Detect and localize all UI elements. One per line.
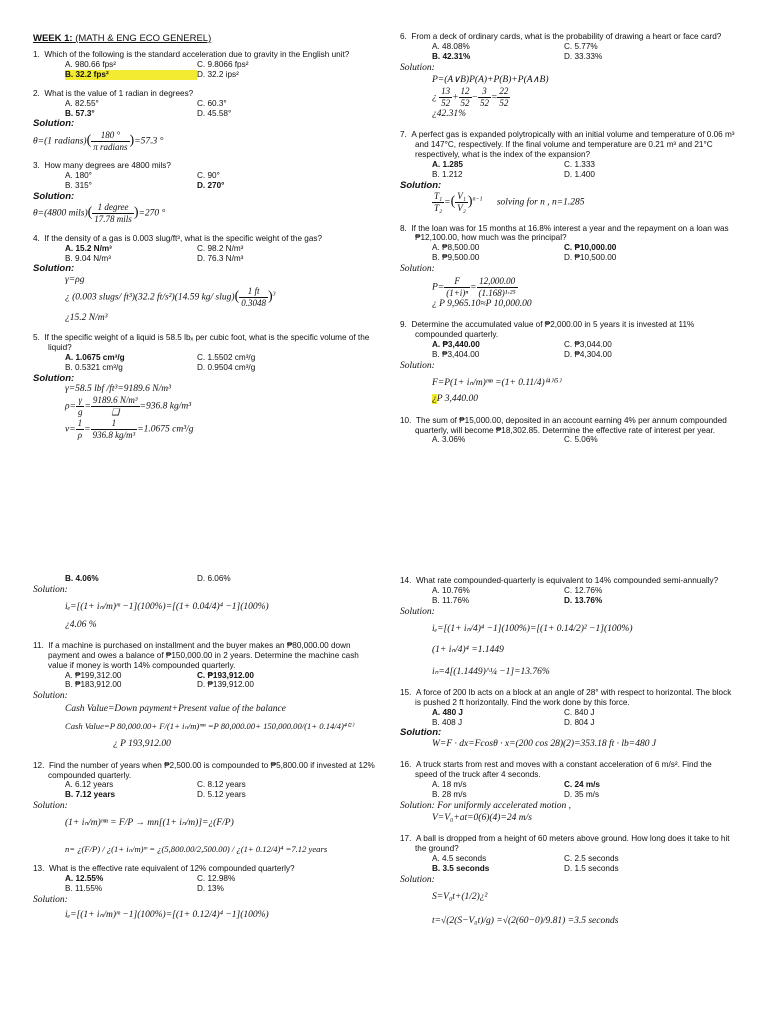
solution-label: Solution: bbox=[33, 801, 68, 812]
question-text: A ball is dropped from a height of 60 meters above ground. How long does it take to hit the ground? bbox=[415, 834, 730, 854]
solution-label: Solution: bbox=[400, 606, 435, 617]
solution-equation: v= $\frac{1}{\rho}$ = $\frac{1}{\text{936.8 kg/m³}}$ =1.0675 cm³/g bbox=[65, 418, 194, 440]
right-column-bottom bbox=[400, 576, 735, 927]
solution-equation: (1+ iₙ/4)⁴ =1.1449 bbox=[432, 645, 504, 656]
solution-equation: S=V₀t+(1/2)¿² bbox=[432, 892, 488, 903]
solution-label: Solution: bbox=[400, 360, 435, 371]
choices: A. ₱199,312.00 C. ₱193,912.00 B. ₱183,912.00 D. ₱139,912.00 bbox=[65, 670, 254, 690]
question-text: What is the value of 1 radian in degrees? bbox=[44, 88, 194, 98]
solution-label: Solution: bbox=[400, 874, 435, 885]
solution-equation: t=√(2(S−V₀t)/g) =√(2(60−0)/9.81) =3.5 seconds bbox=[432, 915, 619, 926]
solution-label: Solution: bbox=[33, 263, 75, 275]
solution-label: Solution: bbox=[33, 190, 75, 202]
question-13: 13. What is the effective rate equivalent of 12% compounded quarterly? A. 12.55% C. 12.98% B. 11.55% D. 13% Solution: iₑ=[(1+ iₙ/m)ᵐ −1](100%)=[(1+ 0.12/4)⁴ −1](100%) bbox=[33, 864, 378, 921]
solution-label: Solution: bbox=[33, 118, 75, 130]
solution-label: Solution: bbox=[400, 727, 442, 739]
solution-equation: θ=(1 radians)( $\frac{180 ^\circ}{\text{π radians}}$ )=57.3 ° bbox=[33, 129, 164, 152]
solution-label: Solution: bbox=[400, 179, 442, 191]
question-10: 10. The sum of ₱15,000.00, deposited in an account earning 4% per annum compounded quarterly, will become ₱18,302.85. Determine the effective rate of interest per year. A. 3.06% C. 5.06% bbox=[400, 416, 735, 446]
solution-equation: γ=ρg bbox=[65, 274, 85, 285]
choices: A. 480 J C. 840 J B. 408 J D. 804 J bbox=[432, 707, 595, 727]
question-text: From a deck of ordinary cards, what is the probability of drawing a heart or face card? bbox=[411, 32, 722, 41]
question-text: What rate compounded-quarterly is equivalent to 14% compounded semi-annually? bbox=[415, 576, 719, 585]
choices: A. 4.5 seconds C. 2.5 seconds B. 3.5 seconds D. 1.5 seconds bbox=[432, 854, 619, 873]
solution-equation: P= $\frac{F}{\text{(1+i)ⁿ}}$ = $\frac{12,000.00}{\text{(1.168)¹·²⁵}}$ bbox=[432, 276, 516, 299]
choices: B. 4.06% D. 6.06% bbox=[65, 574, 231, 583]
highlight-mark: ¿ bbox=[432, 394, 437, 405]
question-11: 11. If a machine is purchased on installment and the buyer makes an ₱80,000.00 down payment and owes a balance of ₱150,000.00 in 2 years. Determine the machine cash value if money is worth 14% compounded quarterly. A. ₱199,312.00 C. ₱193,912.00 B. ₱183,912.00 D. ₱139,912.00 Solution: Cash Value=Down payment+Present value of the balance Cash Value=P 80,000.00+ F/(1+ iₙ/m)ᵐⁿ =P 80,000.00+ 150,000.00/(1+ 0.14/4)⁴⁽²⁾ ¿ P 193,912.00 bbox=[33, 641, 378, 751]
solution-label: Solution: bbox=[33, 691, 68, 702]
solution-equation: iₑ=[(1+ iₙ/4)⁴ −1](100%)=[(1+ 0.14/2)² −1](100%) bbox=[432, 623, 633, 634]
solution-label: Solution: For uniformly accelerated motion , bbox=[400, 800, 571, 811]
question-text: If the specific weight of a liquid is 58.5 lbₓ per cubic foot, what is the specific volume of the liquid? bbox=[44, 333, 370, 353]
question-4: 4. If the density of a gas is 0.003 slug/ft³, what is the specific weight of the gas? A. 15.2 N/m³ C. 98.2 N/m³ B. 9.04 N/m³ D. 76.3 N/m³ Solution: γ=ρg ¿ (0.003 slugs/ ft³)(32.2 ft/s²)(14.59 kg/ slug)( $\frac{1 ft}{0.3048}$ )$^3$ ¿15.2 N/m³ bbox=[33, 234, 378, 324]
choices: A. 18 m/s C. 24 m/s B. 28 m/s D. 35 m/s bbox=[432, 779, 600, 799]
question-text: A truck starts from rest and moves with a constant acceleration of 6 m/s². Find the speed of the truck after 4 seconds. bbox=[415, 760, 712, 780]
solution-equation: ¿4.06 % bbox=[65, 619, 97, 630]
solution-label: Solution: bbox=[33, 372, 75, 384]
solution-equation: $\frac{\text{T₁}}{\text{T₂}}$ =( $\frac{\text{V₁}}{\text{V₂}}$ )$^{n-1}$ solving for n , n=1.285 bbox=[434, 190, 585, 213]
choices: A. ₱8,500.00 C. ₱10,000.00 B. ₱9,500.00 D. ₱10,500.00 bbox=[432, 243, 617, 263]
choices: A. 180° C. 90° B. 315° D. 270° bbox=[65, 171, 225, 191]
choices: A. 1.0675 cm³/g C. 1.5502 cm³/g B. 0.5321 cm³/g D. 0.9504 cm³/g bbox=[65, 352, 256, 372]
page-title bbox=[33, 33, 378, 44]
question-text: If a machine is purchased on installment and the buyer makes an ₱80,000.00 down payment and owes a balance of ₱150,000.00 in 2 years. Determine the machine cash value if money is worth 14% compounded quarterly. bbox=[48, 641, 359, 670]
question-text: A force of 200 lb acts on a block at an angle of 28° with respect to horizontal. The block is pushed 2 ft horizontally. Find the work done by this force. bbox=[415, 688, 732, 707]
choices: A. 12.55% C. 12.98% B. 11.55% D. 13% bbox=[65, 874, 236, 893]
choices: A. 48.08% C. 5.77% B. 42.31% D. 33.33% bbox=[432, 41, 603, 61]
solution-equation: Cash Value=P 80,000.00+ F/(1+ iₙ/m)ᵐⁿ =P 80,000.00+ 150,000.00/(1+ 0.14/4)⁴⁽²⁾ bbox=[65, 721, 354, 732]
question-text: What is the effective rate equivalent of 12% compounded quarterly? bbox=[48, 864, 295, 874]
question-6: 6. From a deck of ordinary cards, what is the probability of drawing a heart or face card? A. 48.08% C. 5.77% B. 42.31% D. 33.33% Solution: P=(A∨B)P(A)+P(B)+P(A∧B) ¿ $\frac{13}{52}$ + $\frac{12}{52}$ − $\frac{3}{52}$ = $\frac{22}{52}$ ¿42.31% bbox=[400, 32, 735, 120]
question-5: 5. If the specific weight of a liquid is 58.5 lbₓ per cubic foot, what is the specific volume of the liquid? A. 1.0675 cm³/g C. 1.5502 cm³/g B. 0.5321 cm³/g D. 0.9504 cm³/g Solution: γ=58.5 lbf /ft³=9189.6 N/m³ ρ= $\frac{\gamma}{g}$ = $\frac{\text{9189.6 N/m³}}{❑}$ =936.8 kg/m³ v= $\frac{1}{\rho}$ = $\frac{1}{\text{936.8 kg/m³}}$ =1.0675 cm³/g bbox=[33, 333, 378, 440]
solution-equation: iₙ=4[(1.1449)^¼ −1]=13.76% bbox=[432, 666, 550, 677]
solution-equation: ¿ $\frac{13}{52}$ + $\frac{12}{52}$ − $\frac{3}{52}$ = $\frac{22}{52}$ bbox=[432, 86, 509, 109]
question-text: A perfect gas is expanded polytropically with an initial volume and temperature of 0.06 m³ and 147°C, respectively. If the final volume and temperature are 0.21 m³ and 21°C respectively, what is the index of the expansion? bbox=[411, 130, 735, 159]
choices: A. ₱3,440.00 C. ₱3,044.00 B. ₱3,404.00 D. ₱4,304.00 bbox=[432, 339, 612, 359]
choices: A. 6.12 years C. 8.12 years B. 7.12 years D. 5.12 years bbox=[65, 780, 246, 800]
solution-equation: γ=58.5 lbf /ft³=9189.6 N/m³ bbox=[65, 384, 171, 395]
solution-equation: ¿ P 9,965.10≈P 10,000.00 bbox=[432, 298, 532, 309]
solution-equation: ¿P 3,440.00 bbox=[432, 394, 479, 405]
choices: A. 1.285 C. 1.333 B. 1.212 D. 1.400 bbox=[432, 159, 595, 179]
subject-label: (MATH & ENG ECO GENEREL) bbox=[75, 33, 212, 44]
solution-equation: F=P(1+ iₙ/m)ᵐⁿ =(1+ 0.11/4)⁽⁴⁾⁽⁵⁾ bbox=[432, 378, 561, 389]
solution-equation: ¿ (0.003 slugs/ ft³)(32.2 ft/s²)(14.59 kg/ slug)( $\frac{1 ft}{0.3048}$ )$^3$ bbox=[65, 286, 276, 309]
solution-equation: ρ= $\frac{\gamma}{g}$ = $\frac{\text{9189.6 N/m³}}{❑}$ =936.8 kg/m³ bbox=[65, 395, 192, 418]
solution-equation: V=V₀+at=0(6)(4)=24 m/s bbox=[432, 813, 532, 824]
question-text: Find the number of years when ₱2,500.00 is compounded to ₱5,800.00 if invested at 12% compounded quarterly. bbox=[48, 760, 375, 780]
choices: A. 82.55° C. 60.3° B. 57.3° D. 45.58° bbox=[65, 98, 232, 118]
question-9: 9. Determine the accumulated value of ₱2,000.00 in 5 years it is invested at 11% compounded quarterly. A. ₱3,440.00 C. ₱3,044.00 B. ₱3,404.00 D. ₱4,304.00 Solution: F=P(1+ iₙ/m)ᵐⁿ =(1+ 0.11/4)⁽⁴⁾⁽⁵⁾ ¿P 3,440.00 bbox=[400, 320, 735, 406]
solution-equation: iₑ=[(1+ iₙ/m)ᵐ −1](100%)=[(1+ 0.12/4)⁴ −1](100%) bbox=[65, 910, 269, 921]
question-16: 16. A truck starts from rest and moves with a constant acceleration of 6 m/s². Find the speed of the truck after 4 seconds. A. 18 m/s C. 24 m/s B. 28 m/s D. 35 m/s Solution: For uniformly accelerated motion , V=V₀+at=0(6)(4)=24 m/s bbox=[400, 760, 735, 824]
solution-equation: n= ¿(F/P) / ¿(1+ iₙ/m)ᵐ = ¿(5,800.00/2,500.00) / ¿(1+ 0.12/4)⁴ =7.12 years bbox=[65, 843, 328, 854]
choices: A. 10.76% C. 12.76% B. 11.76% D. 13.76% bbox=[432, 585, 603, 605]
week-label: WEEK 1: bbox=[33, 33, 73, 44]
solution-equation: ¿ P 193,912.00 bbox=[113, 739, 171, 750]
left-column-top bbox=[33, 33, 378, 441]
solution-label: Solution: bbox=[400, 62, 435, 73]
solution-equation: P=(A∨B)P(A)+P(B)+P(A∧B) bbox=[432, 74, 549, 85]
solution-equation: θ=(4800 mils)( $\frac{\text{1 degree}}{\text{17.78 mils}}$ )=270 ° bbox=[33, 202, 166, 225]
solution-equation: W=F · dx=Fcosθ · x=(200 cos 28)(2)=353.18 ft · lb=480 J bbox=[432, 738, 657, 749]
question-text: The sum of ₱15,000.00, deposited in an account earning 4% per annum compounded quarterly, will become ₱18,302.85. Determine the effective rate of interest per year. bbox=[415, 415, 727, 435]
question-text: Determine the accumulated value of ₱2,000.00 in 5 years it is invested at 11% compounded quarterly. bbox=[411, 320, 695, 340]
choices: A. 15.2 N/m³ C. 98.2 N/m³ B. 9.04 N/m³ D. 76.3 N/m³ bbox=[65, 243, 244, 263]
question-1: 1. Which of the following is the standard acceleration due to gravity in the English unit? A. 980.66 fps² C. 9.8066 fps² B. 32.2 fps² D. 32.2 ips² bbox=[33, 50, 378, 80]
choices: A. 3.06% C. 5.06% bbox=[432, 435, 598, 445]
solution-label: Solution: bbox=[33, 584, 68, 595]
right-column-top bbox=[400, 32, 735, 445]
question-3: 3. How many degrees are 4800 mils? A. 180° C. 90° B. 315° D. 270° Solution: θ=(4800 mils)( $\frac{\text{1 degree}}{\text{17.78 mils}}$ )=270 ° bbox=[33, 161, 378, 225]
question-2: 2. What is the value of 1 radian in degrees? A. 82.55° C. 60.3° B. 57.3° D. 45.58° Solution: θ=(1 radians)( $\frac{180 ^\circ}{\text{π radians}}$ )=57.3 ° bbox=[33, 89, 378, 153]
solution-equation: ¿42.31% bbox=[432, 108, 467, 119]
solution-equation: ¿15.2 N/m³ bbox=[65, 312, 108, 323]
question-10-continued bbox=[33, 574, 378, 631]
answer-highlight: B. 32.2 fps² bbox=[65, 70, 197, 80]
solution-label: Solution: bbox=[400, 263, 435, 274]
question-text: If the loan was for 15 months at 16.8% interest a year and the repayment on a loan was ₱12,100.00, how much was the principal? bbox=[411, 223, 729, 243]
solution-equation: (1+ iₙ/m)ᵐⁿ = F/P → mn[(1+ iₙ/m)]=¿(F/P) bbox=[65, 818, 234, 829]
question-12: 12. Find the number of years when ₱2,500.00 is compounded to ₱5,800.00 if invested at 12% compounded quarterly. A. 6.12 years C. 8.12 years B. 7.12 years D. 5.12 years Solution: (1+ iₙ/m)ᵐⁿ = F/P → mn[(1+ iₙ/m)]=¿(F/P) n= ¿(F/P) / ¿(1+ iₙ/m)ᵐ = ¿(5,800.00/2,500.00) / ¿(1+ 0.12/4)⁴ =7.12 years bbox=[33, 761, 378, 854]
question-text: If the density of a gas is 0.003 slug/ft³, what is the specific weight of the gas? bbox=[44, 233, 323, 243]
question-text: How many degrees are 4800 mils? bbox=[44, 161, 171, 171]
solution-equation: iₑ=[(1+ iₙ/m)ᵐ −1](100%)=[(1+ 0.04/4)⁴ −1](100%) bbox=[65, 602, 269, 613]
question-14: 14. What rate compounded-quarterly is equivalent to 14% compounded semi-annually? A. 10.76% C. 12.76% B. 11.76% D. 13.76% Solution: iₑ=[(1+ iₙ/4)⁴ −1](100%)=[(1+ 0.14/2)² −1](100%) (1+ iₙ/4)⁴ =1.1449 iₙ=4[(1.1449)^¼ −1]=13.76% bbox=[400, 576, 735, 678]
solution-equation: Cash Value=Down payment+Present value of the balance bbox=[65, 703, 286, 714]
question-text: Which of the following is the standard acceleration due to gravity in the English unit? bbox=[44, 50, 350, 60]
question-15: 15. A force of 200 lb acts on a block at an angle of 28° with respect to horizontal. The block is pushed 2 ft horizontally. Find the work done by this force. A. 480 J C. 840 J B. 408 J D. 804 J Solution: W=F · dx=Fcosθ · x=(200 cos 28)(2)=353.18 ft · lb=480 J bbox=[400, 688, 735, 750]
question-8: 8. If the loan was for 15 months at 16.8% interest a year and the repayment on a loan was ₱12,100.00, how much was the principal? A. ₱8,500.00 C. ₱10,000.00 B. ₱9,500.00 D. ₱10,500.00 Solution: P= $\frac{F}{\text{(1+i)ⁿ}}$ = $\frac{12,000.00}{\text{(1.168)¹·²⁵}}$ ¿ P 9,965.10≈P 10,000.00 bbox=[400, 224, 735, 311]
solution-label: Solution: bbox=[33, 894, 68, 905]
left-column-bottom bbox=[33, 574, 378, 922]
question-17: 17. A ball is dropped from a height of 60 meters above ground. How long does it take to hit the ground? A. 4.5 seconds C. 2.5 seconds B. 3.5 seconds D. 1.5 seconds Solution: S=V₀t+(1/2)¿² t=√(2(S−V₀t)/g) =√(2(60−0)/9.81) =3.5 seconds bbox=[400, 834, 735, 927]
question-7: 7. A perfect gas is expanded polytropically with an initial volume and temperature of 0.06 m³ and 147°C, respectively. If the final volume and temperature are 0.21 m³ and 21°C respectively, what is the index of the expansion? A. 1.285 C. 1.333 B. 1.212 D. 1.400 Solution: $\frac{\text{T₁}}{\text{T₂}}$ =( $\frac{\text{V₁}}{\text{V₂}}$ )$^{n-1}$ solving for n , n=1.285 bbox=[400, 130, 735, 213]
choices: A. 980.66 fps² C. 9.8066 fps² B. 32.2 fps² D. 32.2 ips² bbox=[65, 60, 249, 80]
